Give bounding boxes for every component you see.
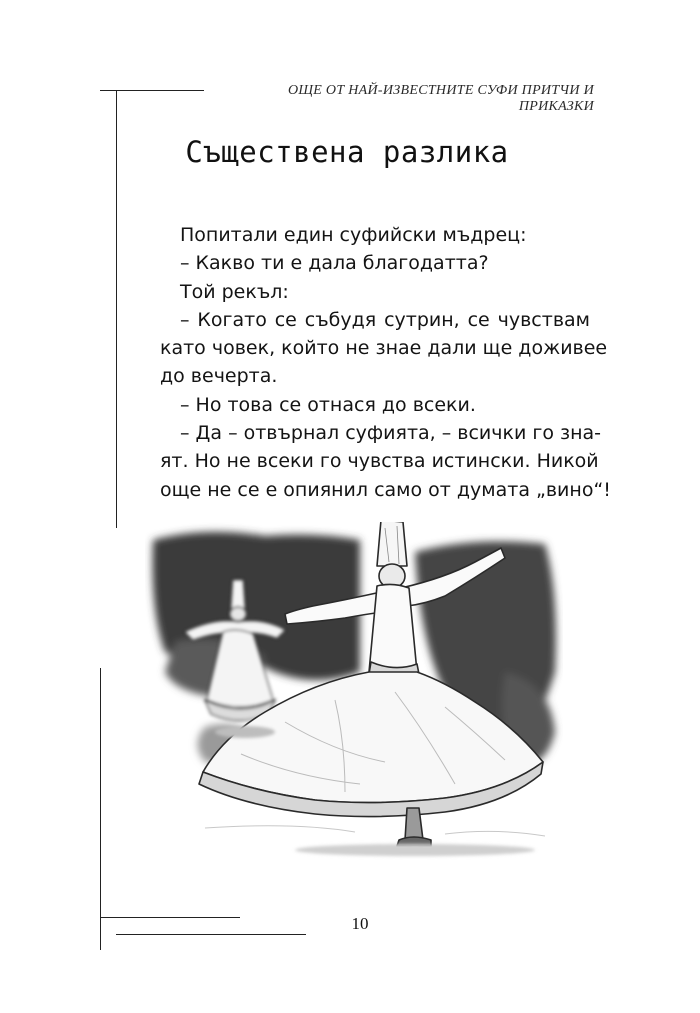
page-number: 10	[351, 914, 369, 933]
body-line: ят. Но не всеки го чувства истински. Никой	[160, 450, 599, 473]
body-line: – Какво ти е дала благодатта?	[180, 252, 489, 275]
body-line: до вечерта.	[160, 365, 278, 388]
body-line: Той рекъл:	[180, 280, 289, 303]
body-line: още не се е опиянил само от думата „вино“!	[160, 478, 611, 501]
frame-line-bottom-long	[116, 934, 306, 935]
frame-line-bottom-short	[100, 917, 240, 918]
frame-line-left-upper	[116, 90, 117, 528]
running-header: ОЩЕ ОТ НАЙ-ИЗВЕСТНИТЕ СУФИ ПРИТЧИ И ПРИКАЗКИ	[287, 83, 594, 114]
body-line: – Но това се отнася до всеки.	[180, 393, 476, 416]
body-line: като човек, който не знае дали ще доживее	[160, 337, 608, 360]
story-body	[160, 221, 611, 504]
body-line: – Да – отвърнал суфията, – всички го зна-	[180, 422, 602, 445]
frame-line-left-lower	[100, 668, 101, 950]
body-line: Попитали един суфийски мъдрец:	[180, 224, 527, 246]
dervish-illustration	[145, 522, 563, 864]
body-line: – Когато се събудя сутрин, се чувствам	[180, 308, 590, 331]
story-title: Съществена разлика	[185, 135, 509, 169]
